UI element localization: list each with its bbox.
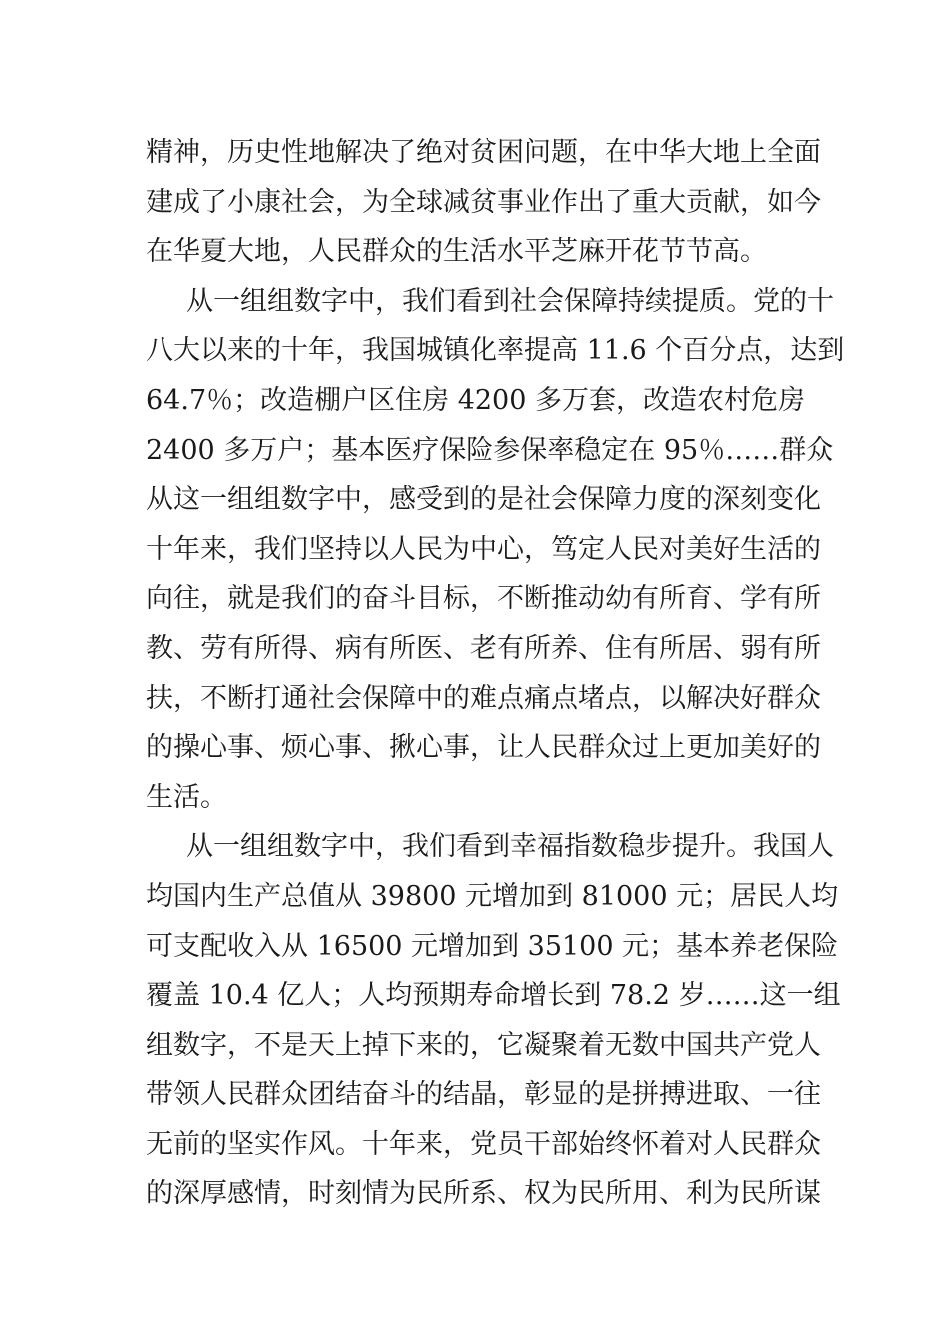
- text-line: 2400 多万户；基本医疗保险参保率稳定在 95％……群众: [146, 434, 834, 466]
- paragraph-3: [146, 822, 841, 1219]
- text-line: 的深厚感情，时刻情为民所系、权为民所用、利为民所谋: [146, 1178, 821, 1210]
- text-line: 无前的坚实作风。十年来，党员干部始终怀着对人民群众: [146, 1128, 821, 1160]
- text-line: 从一组组数字中，我们看到社会保障持续提质。党的十: [186, 285, 834, 317]
- text-line: 可支配收入从 16500 元增加到 35100 元；基本养老保险: [146, 930, 839, 962]
- text-line: 组数字，不是天上掉下来的，它凝聚着无数中国共产党人: [146, 1029, 821, 1061]
- text-line: 八大以来的十年，我国城镇化率提高 11.6 个百分点，达到: [146, 335, 845, 367]
- text-line: 建成了小康社会，为全球减贫事业作出了重大贡献，如今: [146, 186, 821, 218]
- text-line: 的操心事、烦心事、揪心事，让人民群众过上更加美好的: [146, 732, 821, 764]
- paragraph-1: [146, 128, 821, 277]
- article-body: [146, 128, 845, 1219]
- text-line: 生活。: [146, 781, 227, 813]
- text-line: 在华夏大地，人民群众的生活水平芝麻开花节节高。: [146, 236, 767, 268]
- paragraph-2: [146, 277, 845, 823]
- text-line: 精神，历史性地解决了绝对贫困问题，在中华大地上全面: [146, 137, 821, 168]
- text-line: 教、劳有所得、病有所医、老有所养、住有所居、弱有所: [146, 632, 821, 664]
- text-line: 十年来，我们坚持以人民为中心，笃定人民对美好生活的: [146, 533, 821, 565]
- text-line: 向往，就是我们的奋斗目标，不断推动幼有所育、学有所: [146, 583, 821, 615]
- text-line: 覆盖 10.4 亿人；人均预期寿命增长到 78.2 岁……这一组: [146, 980, 841, 1012]
- text-line: 从这一组组数字中，感受到的是社会保障力度的深刻变化: [146, 484, 821, 516]
- text-line: 带领人民群众团结奋斗的结晶，彰显的是拼搏进取、一往: [146, 1079, 821, 1111]
- text-line: 扶，不断打通社会保障中的难点痛点堵点，以解决好群众: [146, 682, 821, 714]
- text-line: 64.7％；改造棚户区住房 4200 多万套，改造农村危房: [146, 384, 805, 416]
- text-line: 从一组组数字中，我们看到幸福指数稳步提升。我国人: [186, 831, 834, 863]
- text-line: 均国内生产总值从 39800 元增加到 81000 元；居民人均: [146, 880, 839, 912]
